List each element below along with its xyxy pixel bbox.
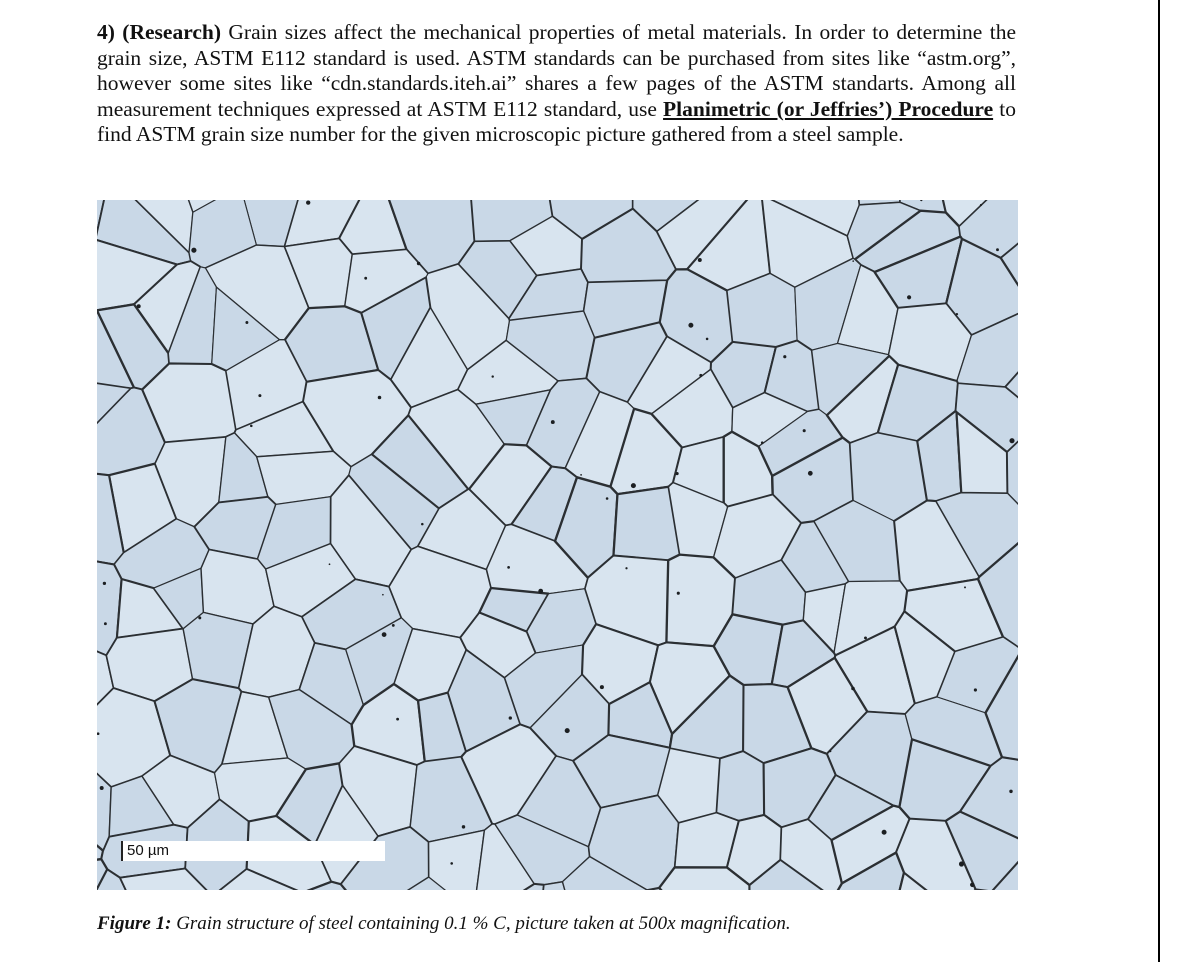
inclusion-dot [492,375,494,377]
inclusion-dot [396,718,399,721]
inclusion-dot [507,566,510,569]
inclusion-dot [1009,790,1012,793]
inclusion-dot [382,594,384,596]
inclusion-dot [258,394,261,397]
inclusion-dot [631,483,636,488]
inclusion-dot [964,586,966,588]
inclusion-dot [907,295,911,299]
inclusion-dot [462,825,465,828]
steel-micrograph [97,200,1018,890]
inclusion-dot [706,338,709,341]
inclusion-dot [104,622,107,625]
inclusion-dot [698,258,702,262]
grain-structure-image [97,200,1018,890]
figure-label: Figure 1: [97,913,172,934]
inclusion-dot [100,786,104,790]
inclusion-dot [450,862,453,865]
inclusion-dot [974,688,977,691]
inclusion-dot [829,750,831,752]
inclusion-dot [699,374,702,377]
inclusion-dot [392,624,395,627]
page-right-edge [1158,0,1191,962]
inclusion-dot [306,200,310,204]
inclusion-dot [864,636,867,639]
inclusion-dot [191,248,196,253]
inclusion-dot [959,861,964,866]
inclusion-dot [852,260,854,262]
inclusion-dot [421,523,424,526]
inclusion-dot [364,277,367,280]
inclusion-dot [996,248,999,251]
inclusion-dot [382,632,387,637]
inclusion-dot [103,582,106,585]
inclusion-dot [625,567,627,569]
inclusion-dot [606,497,609,500]
question-number: 4) (Research) [97,20,222,44]
inclusion-dot [198,616,201,619]
question-paragraph [97,20,1016,148]
inclusion-dot [137,304,141,308]
inclusion-dot [245,321,248,324]
grain [716,751,764,821]
caption-text: Grain structure of steel containing 0.1 % C, picture taken at 500x magnification. [171,913,791,934]
question-text-after: to find ASTM grain size number for the given microscopic picture gathered from a steel sample. [97,96,1016,146]
inclusion-dot [851,687,855,691]
inclusion-dot [803,429,806,432]
inclusion-dot [417,262,420,265]
scale-bar: 50 µm [121,841,385,861]
inclusion-dot [956,313,958,315]
inclusion-dot [808,471,813,476]
inclusion-dot [600,685,604,689]
inclusion-dot [580,474,582,476]
inclusion-dot [378,396,382,400]
inclusion-dot [329,563,331,565]
figure-caption [97,912,997,936]
question-text-before: Grain sizes affect the mechanical properties of metal materials. In order to determine the grain size, ASTM E112 standard is used. ASTM standards can be purchased from sites like “astm.org”, however some sites like “cdn.standards.iteh.ai” shares a few pages of the ASTM standarts. Among all measurement techniques expressed at ASTM E112 standard, use [97,20,1016,121]
inclusion-dot [980,204,982,206]
inclusion-dot [970,883,975,888]
inclusion-dot [882,830,887,835]
inclusion-dot [250,425,253,428]
inclusion-dot [783,355,786,358]
procedure-name: Planimetric (or Jeffries’) Procedure [663,96,994,121]
inclusion-dot [565,728,570,733]
inclusion-dot [761,441,764,444]
inclusion-dot [1009,438,1014,443]
inclusion-dot [551,420,555,424]
inclusion-dot [538,589,543,594]
inclusion-dot [688,323,693,328]
inclusion-dot [509,716,512,719]
inclusion-dot [676,472,679,475]
inclusion-dot [677,592,680,595]
